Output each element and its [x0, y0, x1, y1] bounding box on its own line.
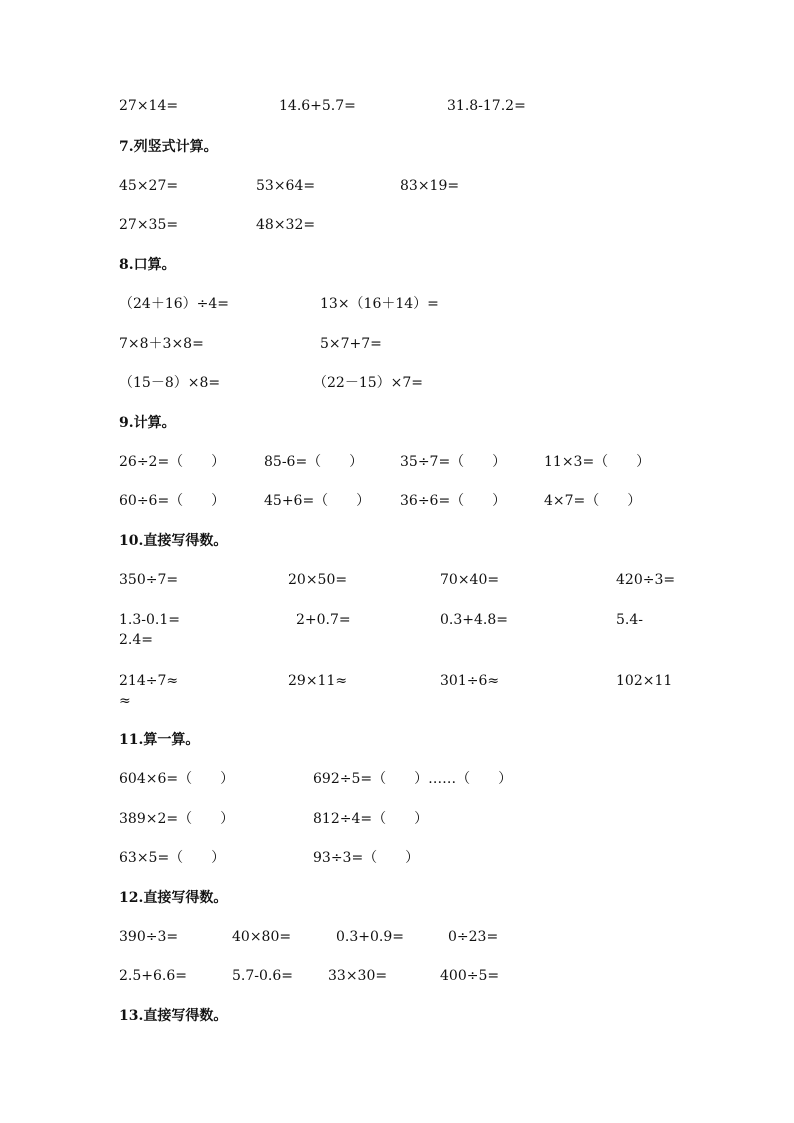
problem-45x27: 45×27= — [119, 178, 179, 194]
problem-48x32: 48×32= — [256, 217, 316, 233]
problem-36div6: 36÷6=（ ） — [400, 493, 507, 509]
problem-26div2: 26÷2=（ ） — [119, 454, 226, 470]
problem-389x2: 389×2=（ ） — [119, 811, 235, 827]
problem-27x14: 27×14= — [119, 98, 179, 114]
problem-93div3: 93÷3=（ ） — [313, 850, 420, 866]
question-8-heading: 8.口算。 — [119, 257, 176, 273]
problem-13x16+14: 13×（16＋14）= — [320, 296, 439, 312]
problem-11x3: 11×3=（ ） — [544, 454, 651, 470]
problem-14.6+5.7: 14.6+5.7= — [279, 98, 356, 114]
problem-0div23: 0÷23= — [448, 929, 499, 945]
question-12-heading: 12.直接写得数。 — [119, 890, 228, 906]
problem-400div5: 400÷5= — [440, 968, 500, 984]
problem-85-6: 85-6=（ ） — [264, 454, 364, 470]
problem-31.8-17.2: 31.8-17.2= — [447, 98, 526, 114]
problem-35div7: 35÷7=（ ） — [400, 454, 507, 470]
problem-604x6: 604×6=（ ） — [119, 771, 235, 787]
problem-40x80: 40×80= — [232, 929, 292, 945]
problem-2.5+6.6: 2.5+6.6= — [119, 968, 187, 984]
problem-33x30: 33×30= — [328, 968, 388, 984]
problem-692div5: 692÷5=（ ）……（ ） — [313, 771, 513, 787]
problem-45+6: 45+6=（ ） — [264, 493, 371, 509]
problem-29x11: 29×11≈ — [288, 673, 348, 689]
problem-7x8+3x8: 7×8＋3×8= — [119, 336, 204, 352]
problem-22-15x7: （22－15）×7= — [313, 375, 423, 391]
problem-812div4: 812÷4=（ ） — [313, 811, 429, 827]
question-13-heading: 13.直接写得数。 — [119, 1008, 228, 1024]
problem-102x11-line1: 102×11 — [616, 673, 673, 689]
problem-4x7: 4×7=（ ） — [544, 493, 642, 509]
problem-5.4-2.4-line2: 2.4= — [119, 632, 153, 648]
problem-301div6: 301÷6≈ — [440, 673, 500, 689]
problem-5.7-0.6: 5.7-0.6= — [232, 968, 293, 984]
problem-20x50: 20×50= — [288, 572, 348, 588]
problem-5.4-2.4-line1: 5.4- — [616, 612, 643, 628]
problem-390div3: 390÷3= — [119, 929, 179, 945]
problem-5x7+7: 5×7+7= — [320, 336, 382, 352]
problem-420div3: 420÷3= — [616, 572, 676, 588]
question-7-heading: 7.列竖式计算。 — [119, 139, 218, 155]
problem-83x19: 83×19= — [400, 178, 460, 194]
problem-350div7: 350÷7= — [119, 572, 179, 588]
problem-24+16-div4: （24＋16）÷4= — [119, 296, 229, 312]
problem-1.3-0.1: 1.3-0.1= — [119, 612, 180, 628]
question-10-heading: 10.直接写得数。 — [119, 533, 228, 549]
problem-0.3+4.8: 0.3+4.8= — [440, 612, 508, 628]
problem-2+0.7: 2+0.7= — [296, 612, 351, 628]
problem-214div7: 214÷7≈ — [119, 673, 179, 689]
problem-0.3+0.9: 0.3+0.9= — [336, 929, 404, 945]
problem-63x5: 63×5=（ ） — [119, 850, 226, 866]
problem-53x64: 53×64= — [256, 178, 316, 194]
problem-15-8x8: （15－8）×8= — [119, 375, 221, 391]
problem-27x35: 27×35= — [119, 217, 179, 233]
problem-102x11-line2: ≈ — [119, 693, 131, 709]
question-9-heading: 9.计算。 — [119, 415, 176, 431]
question-11-heading: 11.算一算。 — [119, 732, 200, 748]
problem-70x40: 70×40= — [440, 572, 500, 588]
problem-60div6: 60÷6=（ ） — [119, 493, 226, 509]
